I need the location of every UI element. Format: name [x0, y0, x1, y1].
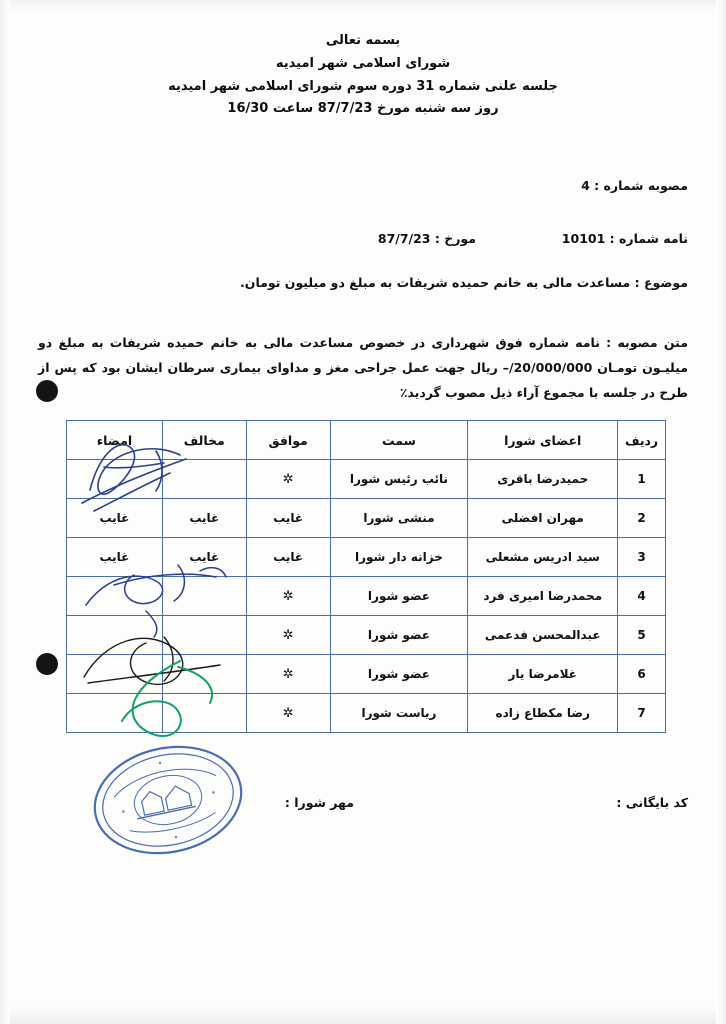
cell-member: عبدالمحسن فدعمی [468, 616, 618, 655]
cell-member: رضا مکطاع زاده [468, 694, 618, 733]
cell-member: مهران افضلی [468, 499, 618, 538]
cell-signature [67, 577, 163, 616]
resolution-body: متن مصوبه : نامه شماره فوق شهرداری در خصوص مساعدت مالی به خانم حمیده شریفات به مبلغ دو میلیـون تومـان 20/000/000/– ریال جهت عمل جراحی مغز و مداوای بیماری سرطان ایشان بود که پس از طرح در جلسه با مجموع آراء ذیل مصوب گردید٪ [38, 335, 688, 400]
header-member: اعضای شورا [468, 421, 618, 460]
cell-agree: ✲ [246, 460, 330, 499]
cell-row-number: 2 [618, 499, 666, 538]
cell-signature: غایب [67, 499, 163, 538]
header-against: مخالف [162, 421, 246, 460]
cell-against [162, 616, 246, 655]
document-header [0, 30, 726, 121]
table-row [67, 694, 666, 733]
cell-member: حمیدرضا باقری [468, 460, 618, 499]
punch-hole-top [36, 380, 58, 402]
cell-against: غایب [162, 499, 246, 538]
cell-post: عضو شورا [330, 577, 468, 616]
subject-line: موضوع : مساعدت مالی به خانم حمیده شریفات به مبلغ دو میلیون تومان. [240, 275, 688, 290]
table-row [67, 499, 666, 538]
table-row [67, 655, 666, 694]
cell-signature: غایب [67, 538, 163, 577]
table-row [67, 538, 666, 577]
header-line-date-time: روز سه شنبه مورخ 87/7/23 ساعت 16/30 [227, 101, 499, 117]
cell-row-number: 4 [618, 577, 666, 616]
cell-signature [67, 616, 163, 655]
approval-number: مصوبه شماره : 4 [581, 178, 688, 193]
table-header-row [67, 421, 666, 460]
council-round-stamp [78, 740, 258, 860]
cell-row-number: 5 [618, 616, 666, 655]
letter-number: نامه شماره : 10101 [561, 231, 688, 246]
council-seal-label: مهر شورا : [284, 795, 354, 810]
scan-edge-right [716, 0, 726, 1024]
cell-post: عضو شورا [330, 655, 468, 694]
scan-edge-left [0, 0, 10, 1024]
cell-row-number: 1 [618, 460, 666, 499]
cell-post: خزانه دار شورا [330, 538, 468, 577]
header-line-bismillah: بسمه تعالی [325, 33, 401, 48]
cell-member: محمدرضا امیری فرد [468, 577, 618, 616]
scan-edge-bottom [0, 1002, 726, 1024]
cell-member: غلامرضا یار [468, 655, 618, 694]
table-row [67, 577, 666, 616]
cell-against [162, 694, 246, 733]
header-line-council-name: شورای اسلامی شهر امیدیه [275, 55, 451, 71]
cell-member: سید ادریس مشعلی [468, 538, 618, 577]
cell-against [162, 460, 246, 499]
table-row [67, 460, 666, 499]
cell-post: ریاست شورا [330, 694, 468, 733]
cell-agree: ✲ [246, 694, 330, 733]
letter-date: مورخ : 87/7/23 [377, 231, 476, 246]
cell-agree: غایب [246, 499, 330, 538]
header-row-number: ردیف [618, 421, 666, 460]
cell-agree: ✲ [246, 655, 330, 694]
header-post: سمت [330, 421, 468, 460]
archive-code-label: کد بایگانی : [616, 795, 688, 810]
cell-post: منشی شورا [330, 499, 468, 538]
cell-post: نائب رئیس شورا [330, 460, 468, 499]
cell-row-number: 3 [618, 538, 666, 577]
cell-post: عضو شورا [330, 616, 468, 655]
scan-edge-top [0, 0, 726, 14]
cell-row-number: 7 [618, 694, 666, 733]
votes-table [66, 420, 666, 733]
header-signature: امضاء [67, 421, 163, 460]
cell-signature [67, 655, 163, 694]
cell-agree: ✲ [246, 577, 330, 616]
cell-agree: ✲ [246, 616, 330, 655]
header-line-session: جلسه علنی شماره 31 دوره سوم شورای اسلامی شهر امیدیه [168, 78, 558, 94]
cell-against: غایب [162, 538, 246, 577]
punch-hole-bottom [36, 653, 58, 675]
cell-row-number: 6 [618, 655, 666, 694]
cell-agree: غایب [246, 538, 330, 577]
header-agree: موافق [246, 421, 330, 460]
cell-signature [67, 460, 163, 499]
cell-against [162, 655, 246, 694]
table-row [67, 616, 666, 655]
cell-against [162, 577, 246, 616]
cell-signature [67, 694, 163, 733]
